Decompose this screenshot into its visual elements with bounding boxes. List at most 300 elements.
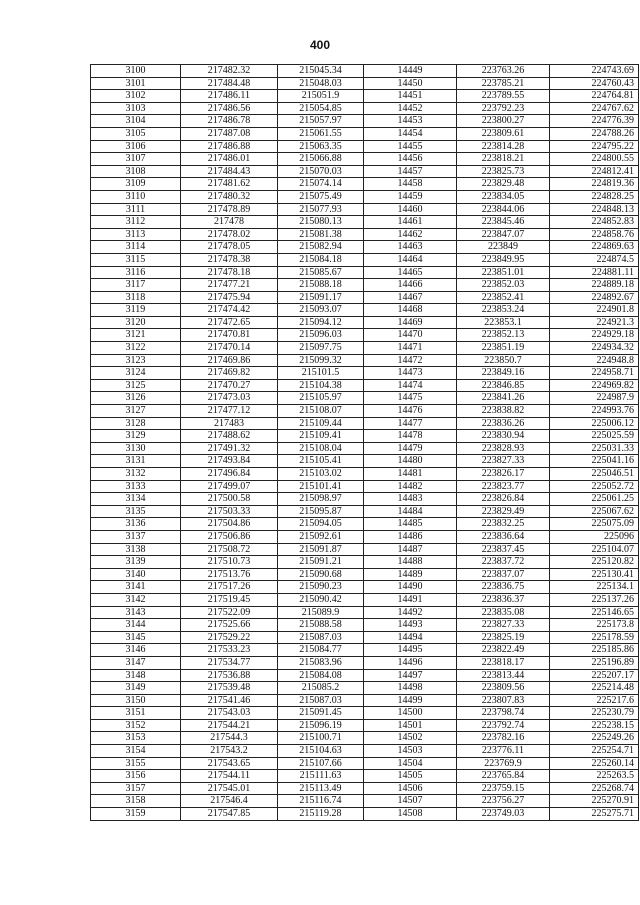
coord-x-b-cell: 223851.01 [457,266,550,279]
coord-x-a-cell: 217513.76 [181,568,278,581]
coord-x-b-cell: 223756.27 [457,795,550,808]
point-number-a-cell: 3151 [91,707,181,720]
table-row [91,90,639,103]
point-number-a-cell: 3158 [91,795,181,808]
coord-y-a-cell: 215116.74 [278,795,364,808]
point-number-a-cell: 3124 [91,367,181,380]
coord-x-a-cell: 217475.94 [181,291,278,304]
point-number-a-cell: 3122 [91,342,181,355]
table-row [91,745,639,758]
point-number-b-cell: 14470 [364,329,457,342]
table-row [91,417,639,430]
coord-y-a-cell: 215095.87 [278,505,364,518]
coord-y-a-cell: 215070.03 [278,165,364,178]
coord-y-b-cell: 225104.07 [550,543,639,556]
coord-x-a-cell: 217547.85 [181,808,278,821]
point-number-a-cell: 3123 [91,354,181,367]
point-number-b-cell: 14481 [364,468,457,481]
coord-x-b-cell: 223792.23 [457,102,550,115]
coord-y-a-cell: 215082.94 [278,241,364,254]
coord-x-a-cell: 217469.86 [181,354,278,367]
point-number-b-cell: 14484 [364,505,457,518]
coord-x-a-cell: 217544.11 [181,770,278,783]
coord-y-b-cell: 224776.39 [550,115,639,128]
point-number-a-cell: 3127 [91,405,181,418]
point-number-b-cell: 14476 [364,405,457,418]
coord-y-a-cell: 215101.5 [278,367,364,380]
table-row [91,808,639,821]
coord-y-b-cell: 225120.82 [550,556,639,569]
table-row [91,543,639,556]
coord-x-a-cell: 217504.86 [181,518,278,531]
point-number-a-cell: 3156 [91,770,181,783]
coord-x-b-cell: 223846.85 [457,379,550,392]
coord-x-a-cell: 217480.32 [181,190,278,203]
point-number-b-cell: 14488 [364,556,457,569]
table-row [91,342,639,355]
coord-x-a-cell: 217473.03 [181,392,278,405]
coord-x-b-cell: 223809.61 [457,127,550,140]
point-number-a-cell: 3118 [91,291,181,304]
coord-x-a-cell: 217486.01 [181,153,278,166]
point-number-a-cell: 3112 [91,216,181,229]
coord-y-a-cell: 215108.07 [278,405,364,418]
coord-y-a-cell: 215054.85 [278,102,364,115]
point-number-a-cell: 3126 [91,392,181,405]
coord-y-a-cell: 215091.21 [278,556,364,569]
coord-x-a-cell: 217522.09 [181,606,278,619]
table-row [91,782,639,795]
point-number-a-cell: 3133 [91,480,181,493]
point-number-a-cell: 3114 [91,241,181,254]
coord-x-b-cell: 223809.56 [457,682,550,695]
coord-x-a-cell: 217544.21 [181,719,278,732]
point-number-a-cell: 3109 [91,178,181,191]
coord-y-b-cell: 225067.62 [550,505,639,518]
coord-y-b-cell: 224764.81 [550,90,639,103]
table-row [91,468,639,481]
point-number-a-cell: 3113 [91,228,181,241]
coord-x-b-cell: 223838.82 [457,405,550,418]
coord-x-b-cell: 223782.16 [457,732,550,745]
point-number-b-cell: 14464 [364,253,457,266]
point-number-a-cell: 3115 [91,253,181,266]
point-number-b-cell: 14494 [364,631,457,644]
coord-x-a-cell: 217478.89 [181,203,278,216]
coord-y-a-cell: 215074.14 [278,178,364,191]
coord-y-b-cell: 225178.59 [550,631,639,644]
point-number-b-cell: 14492 [364,606,457,619]
point-number-b-cell: 14485 [364,518,457,531]
coord-x-a-cell: 217503.33 [181,505,278,518]
coord-x-b-cell: 223841.26 [457,392,550,405]
coord-x-a-cell: 217545.01 [181,782,278,795]
coord-y-a-cell: 215096.19 [278,719,364,732]
point-number-b-cell: 14451 [364,90,457,103]
point-number-b-cell: 14465 [364,266,457,279]
point-number-a-cell: 3159 [91,808,181,821]
coord-y-a-cell: 215093.07 [278,304,364,317]
coord-y-a-cell: 215103.02 [278,468,364,481]
coord-x-b-cell: 223853.24 [457,304,550,317]
point-number-a-cell: 3150 [91,694,181,707]
coord-y-a-cell: 215051.9 [278,90,364,103]
coord-y-b-cell: 225230.79 [550,707,639,720]
point-number-b-cell: 14475 [364,392,457,405]
coord-y-a-cell: 215098.97 [278,493,364,506]
coord-y-b-cell: 225214.48 [550,682,639,695]
point-number-a-cell: 3146 [91,644,181,657]
coord-x-b-cell: 223836.26 [457,417,550,430]
coord-x-b-cell: 223834.05 [457,190,550,203]
table-row [91,65,639,78]
coord-x-b-cell: 223827.33 [457,619,550,632]
coord-y-b-cell: 224892.67 [550,291,639,304]
coord-y-b-cell: 225025.59 [550,430,639,443]
coord-y-b-cell: 225275.71 [550,808,639,821]
point-number-a-cell: 3153 [91,732,181,745]
point-number-b-cell: 14486 [364,530,457,543]
coord-y-a-cell: 215094.05 [278,518,364,531]
coord-y-a-cell: 215088.18 [278,279,364,292]
coord-x-b-cell: 223789.55 [457,90,550,103]
table-row [91,707,639,720]
point-number-a-cell: 3140 [91,568,181,581]
coord-x-a-cell: 217486.56 [181,102,278,115]
coord-y-b-cell: 225052.72 [550,480,639,493]
point-number-a-cell: 3101 [91,77,181,90]
coord-y-a-cell: 215084.77 [278,644,364,657]
coord-y-a-cell: 215048.03 [278,77,364,90]
point-number-b-cell: 14457 [364,165,457,178]
point-number-a-cell: 3135 [91,505,181,518]
point-number-a-cell: 3147 [91,656,181,669]
point-number-a-cell: 3137 [91,530,181,543]
coord-x-b-cell: 223769.9 [457,757,550,770]
point-number-b-cell: 14450 [364,77,457,90]
coord-y-a-cell: 215096.03 [278,329,364,342]
coord-x-a-cell: 217546.4 [181,795,278,808]
coord-y-a-cell: 215087.03 [278,694,364,707]
coord-y-a-cell: 215101.41 [278,480,364,493]
table-row [91,455,639,468]
table-row [91,568,639,581]
coord-y-a-cell: 215081.38 [278,228,364,241]
coord-x-b-cell: 223849 [457,241,550,254]
coord-y-b-cell: 225096 [550,530,639,543]
coord-x-b-cell: 223852.13 [457,329,550,342]
point-number-b-cell: 14503 [364,745,457,758]
coord-x-b-cell: 223826.84 [457,493,550,506]
coord-y-b-cell: 224889.18 [550,279,639,292]
coord-x-b-cell: 223825.19 [457,631,550,644]
table-row [91,619,639,632]
table-row [91,430,639,443]
point-number-a-cell: 3136 [91,518,181,531]
coord-y-b-cell: 225263.5 [550,770,639,783]
coord-x-a-cell: 217478.05 [181,241,278,254]
coord-y-a-cell: 215090.68 [278,568,364,581]
coord-y-a-cell: 215100.71 [278,732,364,745]
coord-y-a-cell: 215113.49 [278,782,364,795]
table-row [91,405,639,418]
point-number-a-cell: 3141 [91,581,181,594]
coord-x-a-cell: 217470.27 [181,379,278,392]
coord-x-a-cell: 217482.32 [181,65,278,78]
coord-y-a-cell: 215109.44 [278,417,364,430]
coord-y-a-cell: 215075.49 [278,190,364,203]
point-number-a-cell: 3134 [91,493,181,506]
coord-x-b-cell: 223822.49 [457,644,550,657]
coord-y-a-cell: 215099.32 [278,354,364,367]
point-number-b-cell: 14495 [364,644,457,657]
table-row [91,442,639,455]
coord-x-a-cell: 217478 [181,216,278,229]
point-number-a-cell: 3155 [91,757,181,770]
coord-y-a-cell: 215091.17 [278,291,364,304]
coord-y-b-cell: 224969.82 [550,379,639,392]
table-row [91,593,639,606]
point-number-a-cell: 3110 [91,190,181,203]
coord-x-b-cell: 223837.07 [457,568,550,581]
table-row [91,694,639,707]
coord-y-b-cell: 225254.71 [550,745,639,758]
coord-x-a-cell: 217543.2 [181,745,278,758]
point-number-a-cell: 3102 [91,90,181,103]
coord-y-a-cell: 215090.42 [278,593,364,606]
point-number-b-cell: 14454 [364,127,457,140]
page-number: 400 [309,38,331,52]
coord-x-a-cell: 217488.62 [181,430,278,443]
table-row [91,669,639,682]
point-number-b-cell: 14460 [364,203,457,216]
coord-y-a-cell: 215087.03 [278,631,364,644]
point-number-b-cell: 14477 [364,417,457,430]
point-number-b-cell: 14449 [364,65,457,78]
point-number-a-cell: 3100 [91,65,181,78]
table-row [91,732,639,745]
point-number-a-cell: 3111 [91,203,181,216]
coord-x-b-cell: 223836.75 [457,581,550,594]
coord-x-b-cell: 223818.17 [457,656,550,669]
coord-x-b-cell: 223749.03 [457,808,550,821]
point-number-b-cell: 14506 [364,782,457,795]
table-row [91,77,639,90]
coord-y-a-cell: 215080.13 [278,216,364,229]
table-row [91,165,639,178]
coord-y-b-cell: 224767.62 [550,102,639,115]
coord-x-b-cell: 223798.74 [457,707,550,720]
coord-x-b-cell: 223813.44 [457,669,550,682]
table-row [91,581,639,594]
coord-x-a-cell: 217486.11 [181,90,278,103]
coord-y-b-cell: 224819.36 [550,178,639,191]
coord-y-b-cell: 224788.26 [550,127,639,140]
coord-x-b-cell: 223837.72 [457,556,550,569]
coord-x-a-cell: 217496.84 [181,468,278,481]
coord-x-b-cell: 223837.45 [457,543,550,556]
coord-x-a-cell: 217539.48 [181,682,278,695]
coord-y-a-cell: 215108.04 [278,442,364,455]
point-number-a-cell: 3142 [91,593,181,606]
coord-y-a-cell: 215084.08 [278,669,364,682]
table-row [91,127,639,140]
coord-x-b-cell: 223763.26 [457,65,550,78]
coord-y-b-cell: 225130.41 [550,568,639,581]
point-number-a-cell: 3108 [91,165,181,178]
coord-x-b-cell: 223832.25 [457,518,550,531]
coord-x-a-cell: 217486.88 [181,140,278,153]
point-number-b-cell: 14455 [364,140,457,153]
point-number-a-cell: 3120 [91,316,181,329]
coord-x-a-cell: 217481.62 [181,178,278,191]
coord-y-a-cell: 215084.18 [278,253,364,266]
coord-y-a-cell: 215105.41 [278,455,364,468]
coord-x-b-cell: 223851.19 [457,342,550,355]
coord-x-a-cell: 217474.42 [181,304,278,317]
coord-y-b-cell: 224993.76 [550,405,639,418]
point-number-b-cell: 14502 [364,732,457,745]
coord-y-b-cell: 225137.26 [550,593,639,606]
point-number-b-cell: 14500 [364,707,457,720]
table-row [91,329,639,342]
coord-x-b-cell: 223800.27 [457,115,550,128]
point-number-b-cell: 14508 [364,808,457,821]
coord-x-a-cell: 217478.02 [181,228,278,241]
table-row [91,656,639,669]
coord-y-a-cell: 215109.41 [278,430,364,443]
point-number-a-cell: 3125 [91,379,181,392]
coord-x-a-cell: 217506.86 [181,530,278,543]
coord-y-a-cell: 215094.12 [278,316,364,329]
coord-x-a-cell: 217525.66 [181,619,278,632]
point-number-b-cell: 14498 [364,682,457,695]
coord-y-b-cell: 224921.3 [550,316,639,329]
table-row [91,770,639,783]
coord-y-b-cell: 225249.26 [550,732,639,745]
point-number-a-cell: 3138 [91,543,181,556]
coord-x-b-cell: 223818.21 [457,153,550,166]
coord-y-a-cell: 215097.75 [278,342,364,355]
table-row [91,228,639,241]
point-number-a-cell: 3132 [91,468,181,481]
coord-y-b-cell: 225196.89 [550,656,639,669]
table-row [91,795,639,808]
coord-x-b-cell: 223852.41 [457,291,550,304]
point-number-b-cell: 14466 [364,279,457,292]
coord-y-b-cell: 225217.6 [550,694,639,707]
point-number-a-cell: 3104 [91,115,181,128]
coord-y-a-cell: 215111.63 [278,770,364,783]
coord-y-b-cell: 224869.63 [550,241,639,254]
coord-y-b-cell: 225185.86 [550,644,639,657]
table-row [91,216,639,229]
coord-y-b-cell: 224743.69 [550,65,639,78]
coord-x-b-cell: 223776.11 [457,745,550,758]
point-number-a-cell: 3143 [91,606,181,619]
point-number-b-cell: 14479 [364,442,457,455]
coord-y-a-cell: 215045.34 [278,65,364,78]
point-number-b-cell: 14499 [364,694,457,707]
coord-x-a-cell: 217470.81 [181,329,278,342]
point-number-b-cell: 14487 [364,543,457,556]
table-row [91,115,639,128]
point-number-a-cell: 3131 [91,455,181,468]
coord-y-a-cell: 215091.87 [278,543,364,556]
coord-y-b-cell: 225260.14 [550,757,639,770]
coord-x-a-cell: 217478.38 [181,253,278,266]
table-body [91,65,639,821]
point-number-b-cell: 14490 [364,581,457,594]
coord-y-b-cell: 225270.91 [550,795,639,808]
point-number-a-cell: 3139 [91,556,181,569]
coord-x-a-cell: 217491.32 [181,442,278,455]
coord-x-a-cell: 217519.45 [181,593,278,606]
coord-y-b-cell: 224828.25 [550,190,639,203]
point-number-b-cell: 14461 [364,216,457,229]
coord-x-b-cell: 223759.15 [457,782,550,795]
coord-x-b-cell: 223849.95 [457,253,550,266]
coord-y-a-cell: 215090.23 [278,581,364,594]
coord-y-b-cell: 224934.32 [550,342,639,355]
table-row [91,102,639,115]
table-row [91,644,639,657]
coord-y-b-cell: 224848.13 [550,203,639,216]
point-number-a-cell: 3117 [91,279,181,292]
point-number-a-cell: 3145 [91,631,181,644]
coord-y-a-cell: 215085.2 [278,682,364,695]
coord-y-b-cell: 224929.18 [550,329,639,342]
point-number-a-cell: 3121 [91,329,181,342]
coord-x-b-cell: 223852.03 [457,279,550,292]
point-number-a-cell: 3157 [91,782,181,795]
point-number-a-cell: 3144 [91,619,181,632]
table-row [91,379,639,392]
point-number-b-cell: 14482 [364,480,457,493]
coord-x-b-cell: 223827.33 [457,455,550,468]
coord-x-b-cell: 223826.17 [457,468,550,481]
table-row [91,190,639,203]
point-number-a-cell: 3107 [91,153,181,166]
coord-x-b-cell: 223823.77 [457,480,550,493]
table-row [91,304,639,317]
table-row [91,354,639,367]
point-number-b-cell: 14504 [364,757,457,770]
coord-x-b-cell: 223835.08 [457,606,550,619]
coord-y-b-cell: 225041.16 [550,455,639,468]
coord-x-b-cell: 223844.06 [457,203,550,216]
coord-y-b-cell: 224958.71 [550,367,639,380]
coord-y-a-cell: 215066.88 [278,153,364,166]
coord-x-b-cell: 223836.37 [457,593,550,606]
coord-x-a-cell: 217472.65 [181,316,278,329]
point-number-a-cell: 3129 [91,430,181,443]
coord-y-b-cell: 225268.74 [550,782,639,795]
coord-y-b-cell: 224858.76 [550,228,639,241]
coord-x-a-cell: 217500.58 [181,493,278,506]
coord-x-a-cell: 217478.18 [181,266,278,279]
coord-x-a-cell: 217486.78 [181,115,278,128]
point-number-b-cell: 14497 [364,669,457,682]
point-number-b-cell: 14463 [364,241,457,254]
coord-x-b-cell: 223829.49 [457,505,550,518]
coord-y-b-cell: 225061.25 [550,493,639,506]
table-row [91,518,639,531]
coord-x-a-cell: 217543.65 [181,757,278,770]
point-number-b-cell: 14501 [364,719,457,732]
coord-y-a-cell: 215119.28 [278,808,364,821]
point-number-a-cell: 3103 [91,102,181,115]
